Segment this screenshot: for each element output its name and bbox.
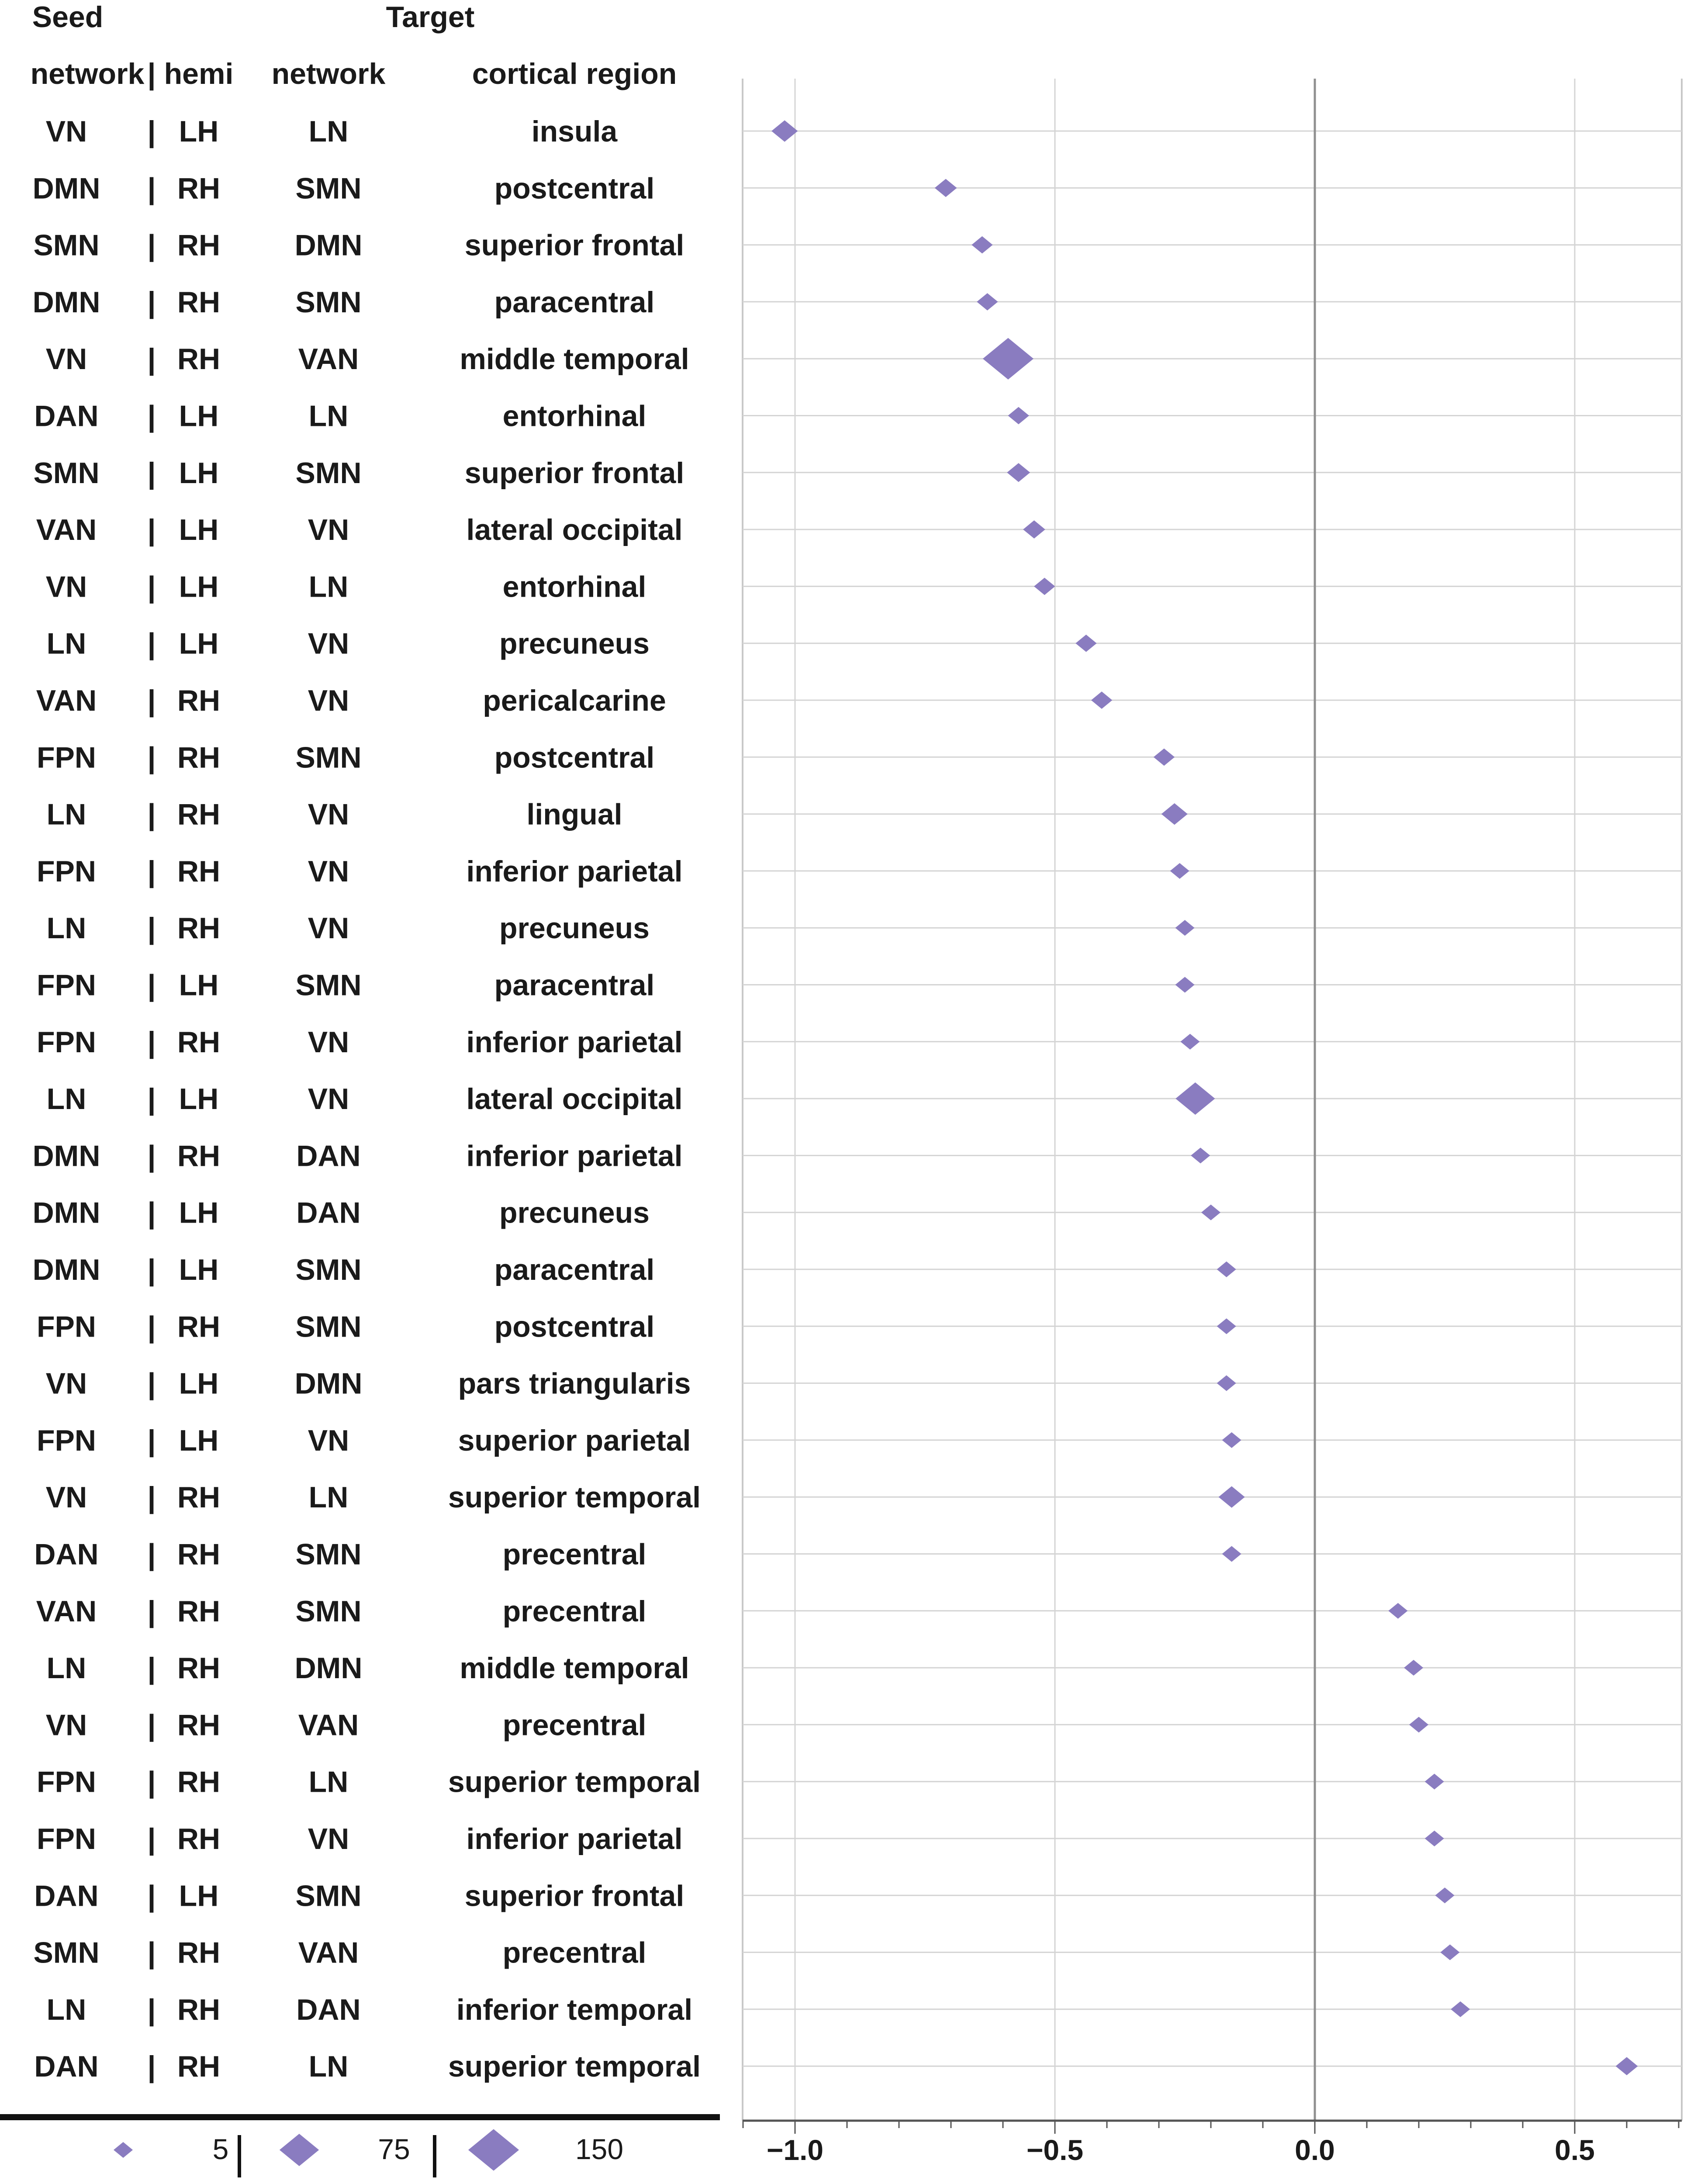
seed-network-cell: VAN: [36, 513, 97, 547]
table-row: [33, 286, 655, 319]
seed-network-cell: VN: [45, 1708, 87, 1742]
cortical-region-cell: precuneus: [499, 912, 650, 945]
cortical-region-cell: superior temporal: [448, 1481, 701, 1514]
hemisphere-cell: RH: [177, 741, 221, 774]
table-row: [46, 342, 689, 376]
data-point: [1451, 2001, 1470, 2017]
data-point: [1175, 1082, 1215, 1115]
data-point: [1154, 748, 1175, 766]
table-row: [46, 1367, 691, 1401]
row-separator: |: [147, 399, 156, 433]
row-separator: |: [147, 1367, 156, 1400]
cortical-region-cell: pericalcarine: [483, 684, 666, 717]
column-headers: [31, 0, 677, 91]
cortical-region-cell: precuneus: [499, 627, 650, 660]
cortical-region-cell: postcentral: [494, 1310, 655, 1344]
table-row: [47, 798, 622, 832]
table-row: [33, 456, 684, 490]
seed-network-cell: VN: [45, 1367, 87, 1400]
cortical-region-cell: inferior temporal: [456, 1993, 693, 2026]
seed-network-cell: LN: [46, 1652, 86, 1685]
x-tick-label: 0.5: [1555, 2134, 1595, 2166]
data-point: [1425, 1774, 1444, 1790]
plot-area: [743, 79, 1682, 2166]
target-network-cell: VAN: [298, 342, 359, 376]
data-point: [771, 120, 798, 142]
target-network-cell: SMN: [295, 741, 362, 774]
hemisphere-cell: RH: [177, 1139, 221, 1173]
data-point: [1616, 2057, 1638, 2075]
table-row: [37, 741, 654, 774]
data-point: [1222, 1546, 1241, 1562]
legend-label-large: 150: [575, 2133, 624, 2165]
target-network-cell: DMN: [294, 1652, 363, 1685]
target-network-cell: LN: [308, 399, 349, 433]
cortical-region-cell: precentral: [502, 1594, 646, 1628]
cortical-region-cell: postcentral: [494, 741, 655, 774]
cluster-size-legend: [114, 2129, 623, 2184]
row-separator: |: [147, 1481, 156, 1514]
target-network-cell: DAN: [296, 1196, 361, 1230]
x-tick-label: 0.0: [1295, 2134, 1335, 2166]
seed-network-cell: VN: [45, 1481, 87, 1514]
hemisphere-cell: RH: [177, 1310, 221, 1344]
target-network-cell: SMN: [295, 172, 362, 205]
row-separator: |: [147, 1594, 156, 1628]
x-tick-label: −0.5: [1026, 2134, 1084, 2166]
hemisphere-cell: RH: [177, 1025, 221, 1059]
target-network-cell: SMN: [295, 1253, 362, 1286]
seed-network-cell: DMN: [32, 1139, 100, 1173]
table-row: [36, 513, 683, 547]
table-row: [36, 684, 666, 718]
row-separator: |: [147, 1765, 156, 1799]
table-row: [47, 1652, 689, 1685]
hemisphere-cell: RH: [177, 912, 221, 945]
target-network-cell: SMN: [295, 968, 362, 1002]
cortical-region-cell: lingual: [526, 798, 622, 831]
table-row: [37, 1822, 683, 1856]
target-network-cell: SMN: [295, 1310, 362, 1344]
target-network-cell: LN: [308, 2050, 349, 2084]
table-row: [33, 1253, 655, 1287]
seed-network-cell: LN: [46, 627, 86, 660]
target-network-cell: VN: [308, 854, 349, 888]
data-point: [1191, 1147, 1210, 1163]
row-separator: |: [147, 912, 156, 945]
table-row: [33, 1936, 646, 1970]
table-row: [47, 912, 650, 945]
hemisphere-cell: RH: [177, 1538, 221, 1571]
hemisphere-cell: LH: [179, 456, 219, 490]
cortical-region-cell: lateral occipital: [466, 1082, 683, 1116]
target-network-cell: LN: [308, 1481, 349, 1514]
header-target: Target: [386, 0, 475, 34]
seed-network-cell: VAN: [36, 684, 97, 717]
table-row: [37, 1026, 683, 1059]
seed-network-cell: DMN: [32, 1196, 100, 1230]
data-point: [977, 293, 998, 311]
data-point: [1219, 1486, 1245, 1508]
target-network-cell: VN: [308, 627, 349, 660]
hemisphere-cell: RH: [177, 1993, 221, 2026]
cortical-region-cell: superior parietal: [458, 1424, 691, 1457]
target-network-cell: VN: [308, 513, 349, 547]
table-row: [34, 1538, 646, 1572]
data-point: [1425, 1831, 1444, 1846]
target-network-cell: LN: [308, 570, 349, 604]
data-point: [1162, 803, 1188, 825]
row-separator: |: [147, 1993, 156, 2026]
cortical-region-cell: inferior parietal: [466, 1025, 683, 1059]
legend-marker-large: [468, 2129, 519, 2170]
target-network-cell: VAN: [298, 1708, 359, 1742]
seed-network-cell: FPN: [37, 968, 96, 1002]
data-point: [1075, 635, 1096, 652]
seed-network-cell: FPN: [37, 854, 96, 888]
table-row: [33, 1139, 683, 1173]
hemisphere-cell: LH: [179, 1082, 219, 1116]
data-point: [935, 179, 957, 197]
cortical-region-cell: pars triangularis: [458, 1367, 691, 1400]
seed-network-cell: DAN: [34, 2050, 99, 2084]
data-point: [1175, 920, 1194, 936]
row-separator: |: [147, 342, 156, 376]
seed-network-cell: DAN: [34, 1538, 99, 1571]
x-axis-ticks: [743, 2121, 1679, 2166]
row-separator: |: [147, 1424, 156, 1457]
cortical-region-cell: insula: [531, 115, 618, 148]
table-row: [34, 400, 646, 433]
cortical-region-cell: precuneus: [499, 1196, 650, 1230]
data-point: [971, 236, 992, 254]
data-point: [1388, 1603, 1407, 1619]
row-separator: |: [147, 1253, 156, 1286]
data-point: [1217, 1375, 1236, 1391]
legend-label-medium: 75: [378, 2133, 410, 2165]
cortical-region-cell: inferior parietal: [466, 854, 683, 888]
seed-network-cell: SMN: [33, 456, 100, 490]
table-row: [46, 570, 646, 604]
table-row: [47, 1993, 692, 2027]
data-point: [983, 338, 1034, 380]
seed-network-cell: SMN: [33, 228, 100, 262]
target-network-cell: VN: [308, 798, 349, 831]
table-row: [46, 1708, 646, 1742]
row-separator: |: [147, 854, 156, 888]
data-point: [1034, 578, 1055, 595]
hemisphere-cell: LH: [179, 399, 219, 433]
table-row: [37, 1310, 654, 1344]
data-point: [1217, 1261, 1236, 1277]
legend-marker-small: [114, 2142, 133, 2158]
row-separator: |: [147, 968, 156, 1002]
header-seed-network: network: [30, 57, 145, 90]
seed-network-cell: FPN: [37, 1025, 96, 1059]
data-point: [1008, 407, 1029, 425]
hemisphere-cell: LH: [179, 1367, 219, 1400]
hemisphere-cell: LH: [179, 513, 219, 547]
seed-network-cell: LN: [46, 1082, 86, 1116]
seed-network-cell: DMN: [32, 172, 100, 205]
seed-network-cell: FPN: [37, 741, 96, 774]
cortical-region-cell: inferior parietal: [466, 1139, 683, 1173]
cortical-region-cell: paracentral: [494, 968, 655, 1002]
seed-network-cell: DAN: [34, 1879, 99, 1913]
row-separator: |: [147, 1139, 156, 1173]
hemisphere-cell: RH: [177, 1822, 221, 1856]
cortical-region-cell: middle temporal: [460, 342, 689, 376]
target-network-cell: SMN: [295, 1879, 362, 1913]
table-row: [36, 1595, 646, 1628]
hemisphere-cell: RH: [177, 1765, 221, 1799]
hemisphere-cell: RH: [177, 285, 221, 319]
cortical-region-cell: superior frontal: [464, 228, 684, 262]
table-row: [34, 2050, 701, 2084]
row-separator: |: [147, 285, 156, 319]
seed-network-cell: VAN: [36, 1594, 97, 1628]
table-row: [33, 172, 655, 205]
row-separator: |: [147, 1538, 156, 1571]
target-network-cell: VN: [308, 1025, 349, 1059]
target-network-cell: LN: [308, 115, 349, 148]
target-network-cell: SMN: [295, 456, 362, 490]
target-network-cell: DMN: [294, 1367, 363, 1400]
data-point: [1007, 463, 1030, 482]
row-separator: |: [147, 1879, 156, 1913]
seed-network-cell: VN: [45, 115, 87, 148]
header-target-network: network: [271, 57, 386, 90]
table-row: [37, 1766, 701, 1799]
hemisphere-cell: RH: [177, 1481, 221, 1514]
legend-label-small: 5: [212, 2133, 229, 2165]
seed-network-cell: DMN: [32, 1253, 100, 1286]
row-separator: |: [147, 1708, 156, 1742]
table-row: [37, 855, 683, 888]
row-separator: |: [147, 228, 156, 262]
table-row: [33, 1196, 650, 1230]
hemisphere-cell: LH: [179, 627, 219, 660]
hemisphere-cell: LH: [179, 968, 219, 1002]
target-network-cell: VN: [308, 1424, 349, 1457]
hemisphere-cell: RH: [177, 1594, 221, 1628]
seed-network-cell: FPN: [37, 1822, 96, 1856]
seed-network-cell: LN: [46, 1993, 86, 2026]
row-separator: |: [147, 1196, 156, 1230]
table-row: [47, 1082, 683, 1116]
seed-network-cell: LN: [46, 912, 86, 945]
table-row: [46, 115, 618, 149]
hemisphere-cell: RH: [177, 1652, 221, 1685]
cortical-region-cell: entorhinal: [502, 570, 646, 604]
data-point: [1217, 1318, 1236, 1334]
hemisphere-cell: LH: [179, 1424, 219, 1457]
target-network-cell: SMN: [295, 1538, 362, 1571]
hemisphere-cell: RH: [177, 854, 221, 888]
seed-network-cell: LN: [46, 798, 86, 831]
row-separator: |: [147, 570, 156, 604]
hemisphere-cell: RH: [177, 684, 221, 717]
seed-network-cell: DAN: [34, 399, 99, 433]
data-point: [1023, 520, 1045, 539]
hemisphere-cell: LH: [179, 1879, 219, 1913]
table-row: [37, 969, 654, 1002]
row-separator: |: [147, 1936, 156, 1970]
target-network-cell: VN: [308, 1082, 349, 1116]
hemisphere-cell: LH: [179, 1196, 219, 1230]
table-row: [37, 1424, 691, 1458]
target-network-cell: SMN: [295, 1594, 362, 1628]
seed-network-cell: VN: [45, 342, 87, 376]
seed-network-cell: FPN: [37, 1310, 96, 1344]
cortical-region-cell: precentral: [502, 1538, 646, 1571]
data-point: [1435, 1887, 1454, 1903]
row-separator: |: [147, 741, 156, 774]
cortical-region-cell: precentral: [502, 1708, 646, 1742]
row-separator: |: [147, 2050, 156, 2084]
cortical-region-cell: superior frontal: [464, 1879, 684, 1913]
seed-network-cell: FPN: [37, 1424, 96, 1457]
cortical-region-cell: inferior parietal: [466, 1822, 683, 1856]
row-separator: |: [147, 684, 156, 717]
x-tick-label: −1.0: [766, 2134, 824, 2166]
row-separator: |: [147, 627, 156, 660]
table-rows: [33, 115, 701, 2084]
row-separator: |: [147, 1652, 156, 1685]
table-row: [34, 1879, 684, 1913]
target-network-cell: VN: [308, 1822, 349, 1856]
row-separator: |: [147, 1822, 156, 1856]
target-network-cell: DMN: [294, 228, 363, 262]
target-network-cell: VAN: [298, 1936, 359, 1970]
row-separator: |: [147, 172, 156, 205]
header-seed: Seed: [32, 0, 104, 34]
hemisphere-cell: RH: [177, 1708, 221, 1742]
seed-network-cell: SMN: [33, 1936, 100, 1970]
row-separator: |: [147, 456, 156, 490]
table-row: [46, 1481, 701, 1514]
cortical-region-cell: paracentral: [494, 285, 655, 319]
cortical-region-cell: entorhinal: [502, 399, 646, 433]
cortical-region-cell: postcentral: [494, 172, 655, 205]
seed-network-cell: FPN: [37, 1765, 96, 1799]
target-network-cell: VN: [308, 684, 349, 717]
target-network-cell: DAN: [296, 1993, 361, 2026]
hemisphere-cell: RH: [177, 228, 221, 262]
hemisphere-cell: RH: [177, 172, 221, 205]
data-point: [1404, 1660, 1423, 1676]
hemisphere-cell: RH: [177, 1936, 221, 1970]
legend-marker-medium: [280, 2134, 319, 2166]
table-row: [33, 229, 684, 263]
row-separator: |: [147, 1025, 156, 1059]
row-separator: |: [147, 115, 156, 148]
cortical-region-cell: superior temporal: [448, 1765, 701, 1799]
data-point: [1170, 863, 1189, 879]
hemisphere-cell: RH: [177, 798, 221, 831]
cortical-region-cell: precentral: [502, 1936, 646, 1970]
hemisphere-cell: LH: [179, 570, 219, 604]
data-point: [1175, 977, 1194, 992]
data-point: [1201, 1205, 1220, 1220]
target-network-cell: SMN: [295, 285, 362, 319]
data-point: [1180, 1034, 1200, 1050]
cortical-region-cell: superior temporal: [448, 2050, 701, 2084]
data-point: [1409, 1717, 1428, 1732]
seed-network-cell: VN: [45, 570, 87, 604]
row-separator: |: [147, 1310, 156, 1344]
data-point: [1222, 1432, 1241, 1448]
cortical-region-cell: paracentral: [494, 1253, 655, 1286]
target-network-cell: DAN: [296, 1139, 361, 1173]
data-point: [1091, 691, 1112, 709]
header-separator: |: [147, 57, 156, 90]
row-separator: |: [147, 798, 156, 831]
hemisphere-cell: RH: [177, 2050, 221, 2084]
cortical-region-cell: middle temporal: [460, 1652, 689, 1685]
seed-network-cell: DMN: [32, 285, 100, 319]
row-separator: |: [147, 513, 156, 547]
target-network-cell: VN: [308, 912, 349, 945]
hemisphere-cell: LH: [179, 1253, 219, 1286]
header-cortical-region: cortical region: [472, 57, 677, 90]
hemisphere-cell: LH: [179, 115, 219, 148]
cortical-region-cell: lateral occipital: [466, 513, 683, 547]
table-row: [47, 627, 650, 661]
target-network-cell: LN: [308, 1765, 349, 1799]
header-hemi: hemi: [164, 57, 234, 90]
data-point: [1440, 1945, 1459, 1960]
cortical-region-cell: superior frontal: [464, 456, 684, 490]
row-separator: |: [147, 1082, 156, 1116]
hemisphere-cell: RH: [177, 342, 221, 376]
